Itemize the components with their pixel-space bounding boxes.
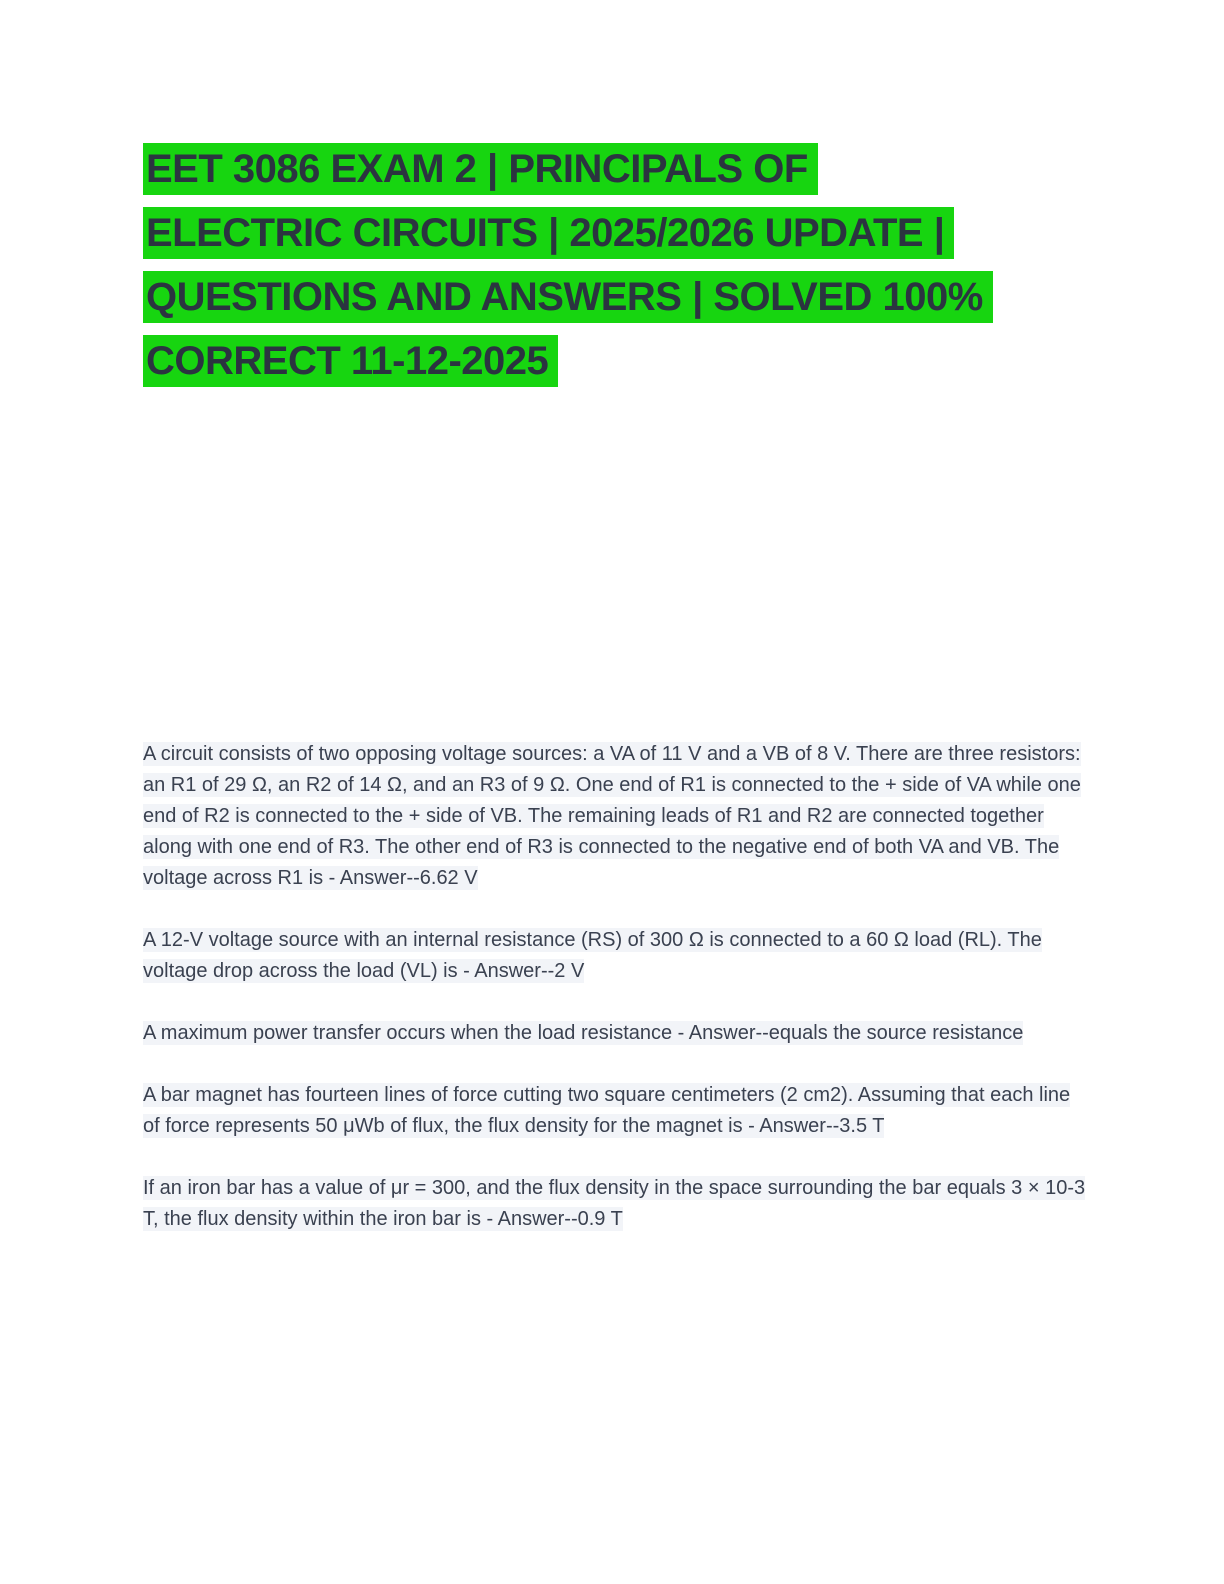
question-answer-paragraph-5-text: If an iron bar has a value of μr = 300, and the flux density in the space surrounding the bar equals 3 × 10-3 T, the flux density within the iron bar is - Answer--0.9 T [143, 1177, 1086, 1230]
exam-title [143, 143, 1144, 387]
exam-title-line-4-text: CORRECT 11-12-2025 [143, 335, 558, 387]
exam-title-line-4 [143, 335, 1144, 387]
exam-title-line-3-text: QUESTIONS AND ANSWERS | SOLVED 100% [143, 271, 993, 323]
question-answer-paragraph-2 [143, 925, 1088, 987]
question-answer-paragraph-2-text: A 12-V voltage source with an internal resistance (RS) of 300 Ω is connected to a 60 Ω load (RL). The voltage drop across the load (VL) is - Answer--2 V [143, 929, 1042, 982]
question-answer-paragraph-4-text: A bar magnet has fourteen lines of force cutting two square centimeters (2 cm2). Assuming that each line of force represents 50 μWb of flux, the flux density for the magnet is - Answer--3.5 T [143, 1084, 1071, 1137]
exam-title-line-2 [143, 207, 1144, 259]
exam-title-line-1 [143, 143, 1144, 195]
question-answer-paragraph-1-text: A circuit consists of two opposing voltage sources: a VA of 11 V and a VB of 8 V. There are three resistors: an R1 of 29 Ω, an R2 of 14 Ω, and an R3 of 9 Ω. One end of R1 is connected to the + side of VA while one end of R2 is connected to the + side of VB. The remaining leads of R1 and R2 are connected together along with one end of R3. The other end of R3 is connected to the negative end of both VA and VB. The voltage across R1 is - Answer--6.62 V [143, 743, 1081, 889]
exam-title-line-1-text: EET 3086 EXAM 2 | PRINCIPALS OF [143, 143, 818, 195]
exam-title-line-3 [143, 271, 1144, 323]
question-answer-paragraph-3-text: A maximum power transfer occurs when the load resistance - Answer--equals the source resistance [143, 1022, 1024, 1044]
question-answer-paragraph-3 [143, 1018, 1088, 1049]
question-answer-paragraph-5 [143, 1173, 1088, 1235]
exam-title-line-2-text: ELECTRIC CIRCUITS | 2025/2026 UPDATE | [143, 207, 954, 259]
question-answer-paragraph-1 [143, 739, 1088, 894]
question-answer-list [143, 739, 1088, 1235]
question-answer-paragraph-4 [143, 1080, 1088, 1142]
